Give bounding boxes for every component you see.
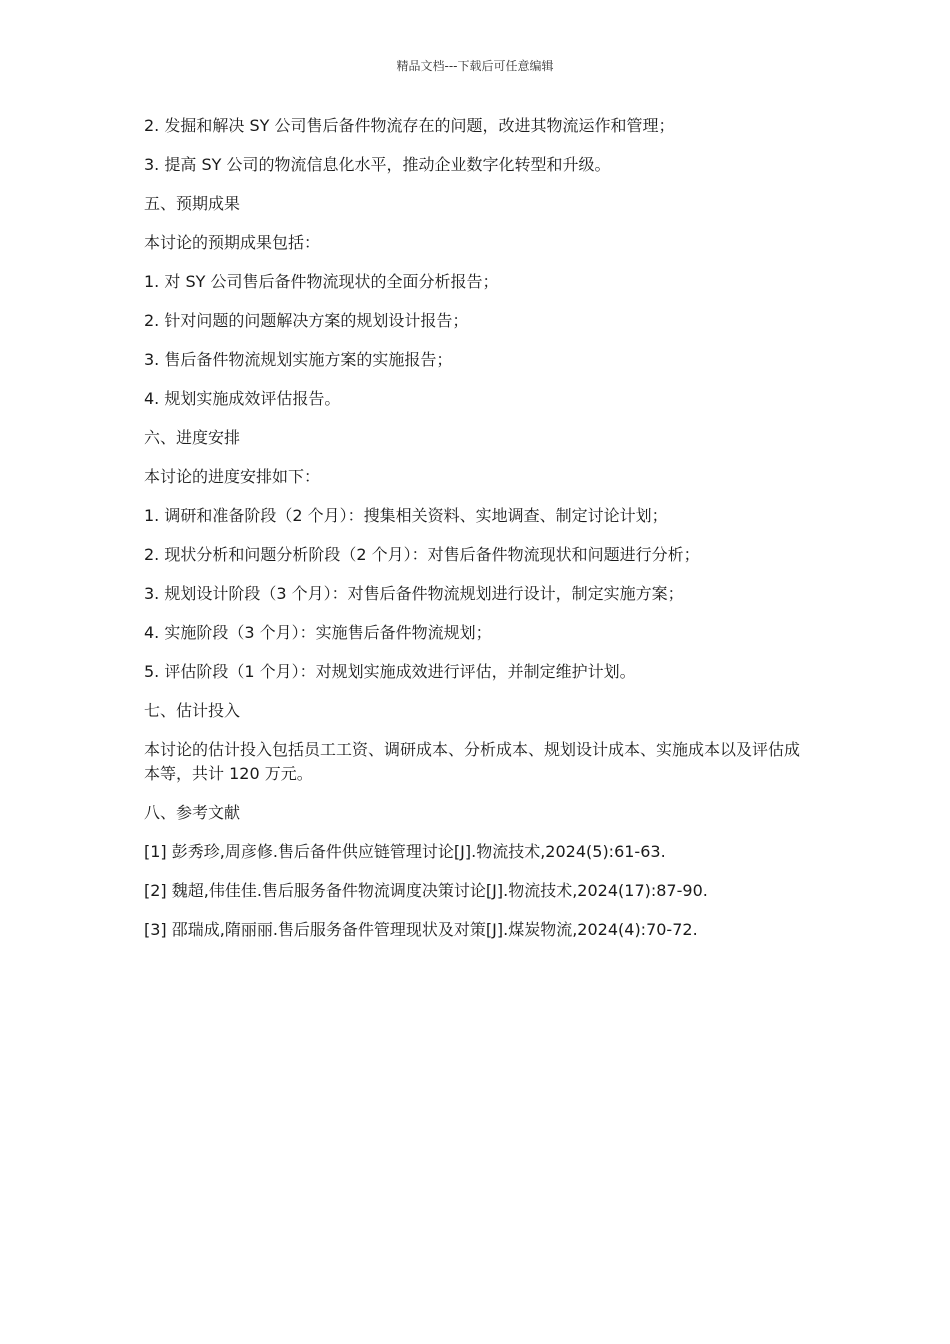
schedule-item-4: 4. 实施阶段（3 个月）：实施售后备件物流规划； xyxy=(144,623,492,642)
expected-result-item-3: 3. 售后备件物流规划实施方案的实施报告； xyxy=(144,350,453,369)
expected-result-item-2: 2. 针对问题的问题解决方案的规划设计报告； xyxy=(144,311,469,330)
goal-item-3: 3. 提高 SY 公司的物流信息化水平，推动企业数字化转型和升级。 xyxy=(144,155,611,174)
reference-item-2: [2] 魏超,伟佳佳.售后服务备件物流调度决策讨论[J].物流技术,2024(17):87-90. xyxy=(144,881,708,900)
expected-result-item-1: 1. 对 SY 公司售后备件物流现状的全面分析报告； xyxy=(144,272,499,291)
document-body xyxy=(144,114,804,957)
schedule-item-5: 5. 评估阶段（1 个月）：对规划实施成效进行评估，并制定维护计划。 xyxy=(144,662,636,681)
reference-item-3: [3] 邵瑞成,隋丽丽.售后服务备件管理现状及对策[J].煤炭物流,2024(4):70-72. xyxy=(144,920,698,939)
schedule-item-3: 3. 规划设计阶段（3 个月）：对售后备件物流规划进行设计，制定实施方案； xyxy=(144,584,684,603)
goal-item-2: 2. 发掘和解决 SY 公司售后备件物流存在的问题，改进其物流运作和管理； xyxy=(144,116,675,135)
estimated-investment-paragraph: 本讨论的估计投入包括员工工资、调研成本、分析成本、规划设计成本、实施成本以及评估成本等，共计 120 万元。 xyxy=(144,740,801,783)
schedule-item-1: 1. 调研和准备阶段（2 个月）：搜集相关资料、实地调查、制定讨论计划； xyxy=(144,506,668,525)
expected-result-item-4: 4. 规划实施成效评估报告。 xyxy=(144,389,341,408)
section-heading-expected-results: 五、预期成果 xyxy=(144,194,241,213)
page-header: 精品文档---下载后可任意编辑 xyxy=(396,59,554,73)
schedule-item-2: 2. 现状分析和问题分析阶段（2 个月）：对售后备件物流现状和问题进行分析； xyxy=(144,545,700,564)
schedule-intro: 本讨论的进度安排如下： xyxy=(144,467,321,486)
section-heading-schedule: 六、进度安排 xyxy=(144,428,241,447)
section-heading-references: 八、参考文献 xyxy=(144,803,241,822)
expected-results-intro: 本讨论的预期成果包括： xyxy=(144,233,321,252)
reference-item-1: [1] 彭秀珍,周彦修.售后备件供应链管理讨论[J].物流技术,2024(5):61-63. xyxy=(144,842,666,861)
section-heading-estimated-investment: 七、估计投入 xyxy=(144,701,241,720)
